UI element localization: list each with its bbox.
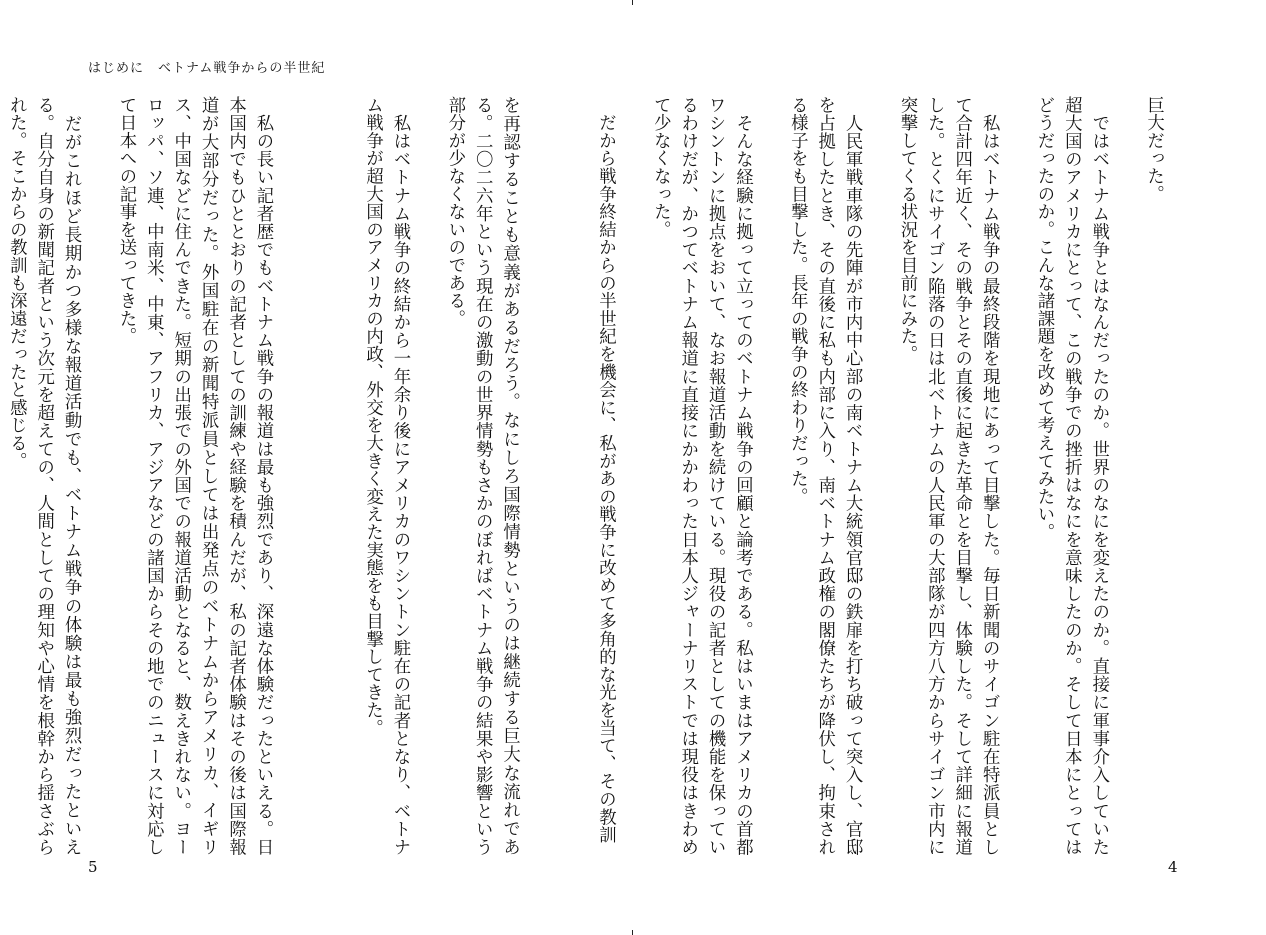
- crop-mark-bottom: [632, 930, 633, 935]
- page-5-body: [6, 96, 550, 856]
- paragraph: ではベトナム戦争とはなんだったのか。世界のなにを変えたのか。直接に軍事介入していた超大国のアメリカにとって、この戦争での挫折はなにを意味したのか。そして日本にとってはどうだったのか。こんな諸課題を改めて考えてみたい。: [1033, 96, 1109, 856]
- paragraph: を再認することも意義があるだろう。なにしろ国際情勢というのは継続する巨大な流れである。二〇二六年という現在の激動の世界情勢もさかのぼればベトナム戦争の結果や影響という部分が少なくないのである。: [444, 96, 520, 856]
- page-number-right: 4: [1168, 858, 1178, 876]
- paragraph: 私はベトナム戦争の最終段階を現地にあって目撃した。毎日新聞のサイゴン駐在特派員として合計四年近く、その戦争とその直後に起きた革命とを目撃し、体験した。そして詳細に報道した。とくにサイゴン陥落の日は北ベトナムの人民軍の大部隊が四方八方からサイゴン市内に突撃してくる状況を目前にみた。: [896, 96, 1000, 856]
- paragraph: 巨大だった。: [1143, 96, 1164, 203]
- paragraph: だがこれほど長期かつ多様な報道活動でも、ベトナム戦争の体験は最も強烈だったといえる。自分自身の新聞記者という次元を超えての、人間としての理知や心情を根幹から揺さぶられた。そこからの教訓も深遠だったと感じる。: [6, 96, 82, 856]
- crop-mark-top: [632, 0, 633, 5]
- running-head: はじめに ベトナム戦争からの半世紀: [88, 61, 326, 76]
- page-4-body: [595, 96, 1194, 856]
- paragraph-spacer: [303, 96, 330, 856]
- paragraph: 私はベトナム戦争の終結から一年余り後にアメリカのワシントン駐在の記者となり、ベトナム戦争が超大国のアメリカの内政、外交を大きく変えた実態をも目撃してきた。: [362, 96, 410, 856]
- page-number-left: 5: [88, 858, 98, 876]
- paragraph: そんな経験に拠って立ってのベトナム戦争の回顧と論考である。私はいまはアメリカの首都ワシントンに拠点をおいて、なお報道活動を続けている。現役の記者としての機能を保っているわけだが、かつてベトナム報道に直接にかかわった日本人ジャーナリストでは現役はきわめて少なくなった。: [650, 96, 753, 856]
- paragraph: 人民軍戦車隊の先陣が市内中心部の南ベトナム大統領官邸の鉄扉を打ち破って突入し、官邸を占拠したとき、その直後に私も内部に入り、南ベトナム政権の閣僚たちが降伏し、拘束される様子をも目撃した。長年の戦争の終わりだった。: [787, 96, 863, 856]
- paragraph: 私の長い記者歴でもベトナム戦争の報道は最も強烈であり、深遠な体験だったといえる。日本国内でもひととおりの記者としての訓練や経験を積んだが、私の記者体験はその後は国際報道が大部分だった。外国駐在の新聞特派員としては出発点のベトナムからアメリカ、イギリス、中国などに住んできた。短期の出張での外国での報道活動となると、数えきれない。ヨーロッパ、ソ連、中南米、中東、アフリカ、アジアなどの諸国からその地でのニュースに対応して日本への記事を送ってきた。: [115, 96, 273, 856]
- paragraph: だから戦争終結からの半世紀を機会に、私があの戦争に改めて多角的な光を当て、その教訓: [595, 96, 616, 844]
